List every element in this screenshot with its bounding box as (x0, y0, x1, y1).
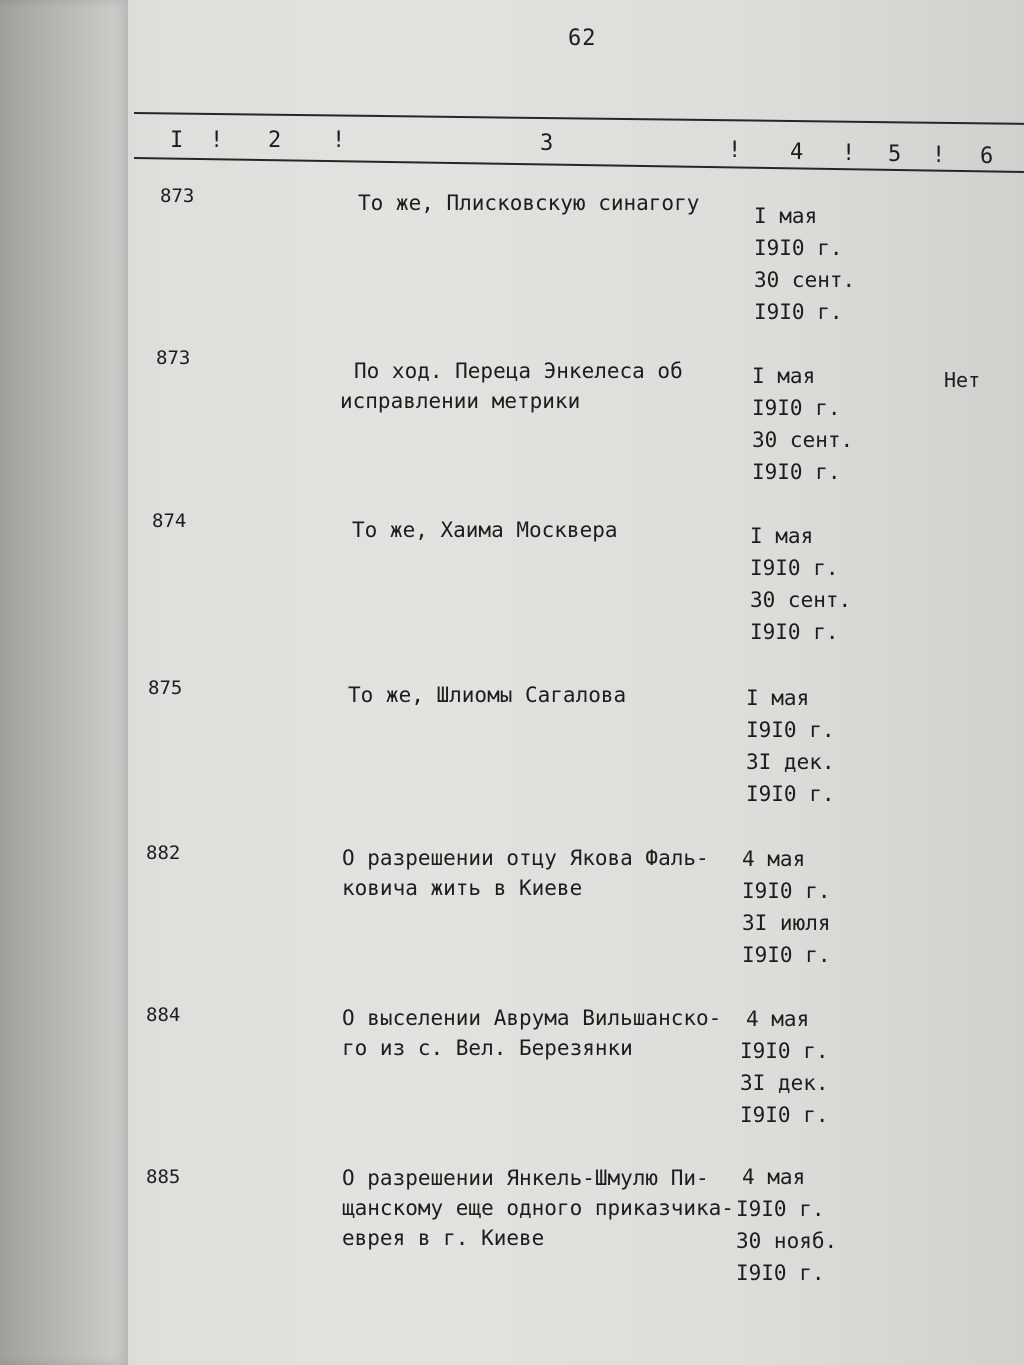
column-6-note: Нет (944, 368, 981, 392)
date-line: I9I0 г. (736, 1261, 825, 1285)
case-number: 882 (146, 842, 181, 864)
case-number: 885 (146, 1166, 181, 1188)
date-line: 30 сент. (752, 428, 854, 452)
date-line: 4 мая (746, 1007, 810, 1031)
header-col-2: 2 (268, 128, 282, 153)
date-line: I9I0 г. (752, 396, 841, 420)
page-number: 62 (568, 26, 597, 51)
date-line: I9I0 г. (740, 1039, 829, 1063)
header-separator: ! (842, 141, 856, 166)
case-number: 875 (148, 677, 183, 699)
header-separator: ! (932, 143, 946, 168)
description-line: То же, Хаима Москвера (352, 518, 618, 542)
date-line: I9I0 г. (740, 1103, 829, 1127)
date-line: I9I0 г. (742, 943, 831, 967)
case-description (342, 1003, 721, 1063)
description-line: щанскому еще одного приказчика- (342, 1196, 734, 1220)
description-line: То же, Плисковскую синагогу (358, 191, 700, 215)
description-line: ковича жить в Киеве (342, 876, 583, 900)
date-line: I9I0 г. (752, 460, 841, 484)
header-separator: ! (332, 128, 346, 153)
header-col-1: I (170, 128, 184, 153)
case-number: 884 (146, 1004, 181, 1026)
date-line: 3I июля (742, 911, 831, 935)
date-range (736, 1161, 837, 1289)
case-number: 873 (160, 185, 195, 207)
case-number: 874 (152, 510, 187, 532)
table-top-rule (134, 112, 1024, 125)
header-col-5: 5 (888, 142, 902, 167)
description-line: По ход. Переца Энкелеса об (354, 359, 683, 383)
date-range (750, 520, 851, 648)
date-line: 4 мая (742, 1165, 806, 1189)
date-line: 4 мая (742, 847, 806, 871)
description-line: го из с. Вел. Березянки (342, 1036, 633, 1060)
case-description (348, 680, 626, 710)
date-line: I9I0 г. (750, 556, 839, 580)
date-line: I мая (754, 204, 818, 228)
header-separator: ! (210, 128, 224, 153)
header-col-4: 4 (790, 140, 804, 165)
case-description (352, 515, 618, 545)
header-separator: ! (728, 138, 742, 163)
date-line: I9I0 г. (754, 300, 843, 324)
date-range (746, 682, 835, 810)
date-range (754, 200, 855, 328)
date-range (752, 360, 853, 488)
case-description (340, 356, 683, 416)
date-line: 3I дек. (740, 1071, 829, 1095)
date-line: 30 нояб. (736, 1229, 838, 1253)
description-line: То же, Шлиомы Сагалова (348, 683, 627, 707)
header-col-3: 3 (540, 131, 554, 156)
date-line: I мая (750, 524, 814, 548)
case-number: 873 (156, 347, 191, 369)
date-range (740, 1003, 829, 1131)
description-line: исправлении метрики (340, 389, 581, 413)
date-line: I9I0 г. (736, 1197, 825, 1221)
case-description (342, 1163, 734, 1253)
date-line: I9I0 г. (742, 879, 831, 903)
case-description (342, 843, 709, 903)
date-line: 3I дек. (746, 750, 835, 774)
date-line: I9I0 г. (750, 620, 839, 644)
description-line: О выселении Аврума Вильшанско- (342, 1006, 722, 1030)
description-line: О разрешении отцу Якова Фаль- (342, 846, 709, 870)
date-line: I мая (746, 686, 810, 710)
book-gutter (0, 0, 128, 1365)
header-col-6: 6 (980, 144, 994, 169)
description-line: еврея в г. Киеве (342, 1226, 545, 1250)
date-line: I9I0 г. (746, 718, 835, 742)
date-range (742, 843, 831, 971)
case-description (358, 188, 699, 218)
date-line: 30 сент. (754, 268, 856, 292)
date-line: 30 сент. (750, 588, 852, 612)
date-line: I мая (752, 364, 816, 388)
date-line: I9I0 г. (746, 782, 835, 806)
date-line: I9I0 г. (754, 236, 843, 260)
description-line: О разрешении Янкель-Шмулю Пи- (342, 1166, 709, 1190)
